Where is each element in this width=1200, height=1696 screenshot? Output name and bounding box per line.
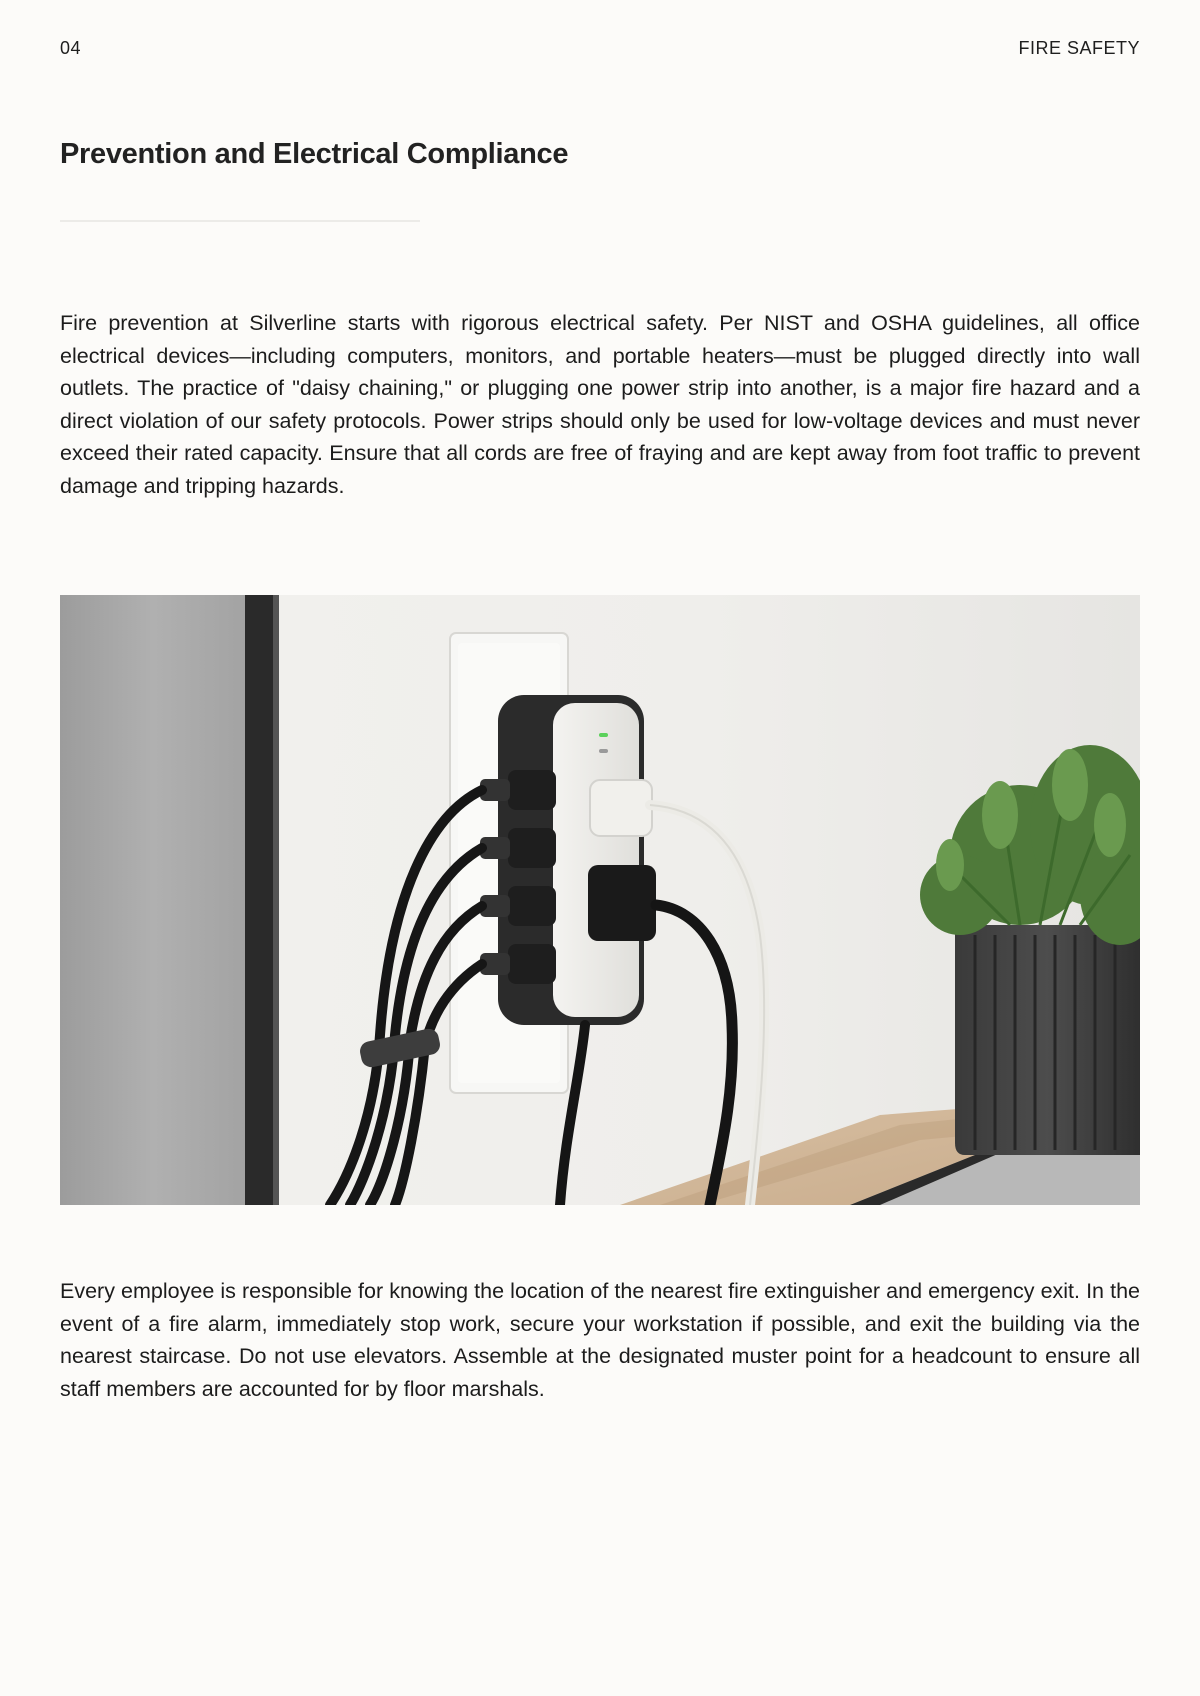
section-label: FIRE SAFETY xyxy=(1018,38,1140,58)
power-strip-photo xyxy=(60,595,1140,1205)
title-divider xyxy=(60,220,420,222)
body-paragraph-2: Every employee is responsible for knowing the location of the nearest fire extinguisher and emergency exit. In the event of a fire alarm, immediately stop work, secure your workstation if possible, and exit the building via the nearest staircase. Do not use elevators. Assemble at the designated muster point for a headcount to ensure all staff members are accounted for by floor marshals. xyxy=(60,1279,1140,1401)
body-paragraph-1: Fire prevention at Silverline starts with rigorous electrical safety. Per NIST and OSHA guidelines, all office electrical devices—including computers, monitors, and portable heaters—must be plugged directly into wall outlets. The practice of "daisy chaining," or plugging one power strip into another, is a major fire hazard and a direct violation of our safety protocols. Power strips should only be used for low-voltage devices and must never exceed their rated capacity. Ensure that all cords are free of fraying and are kept away from foot traffic to prevent damage and tripping hazards. xyxy=(60,311,1140,498)
page-title: Prevention and Electrical Compliance xyxy=(60,138,569,170)
page-number: 04 xyxy=(60,38,82,58)
